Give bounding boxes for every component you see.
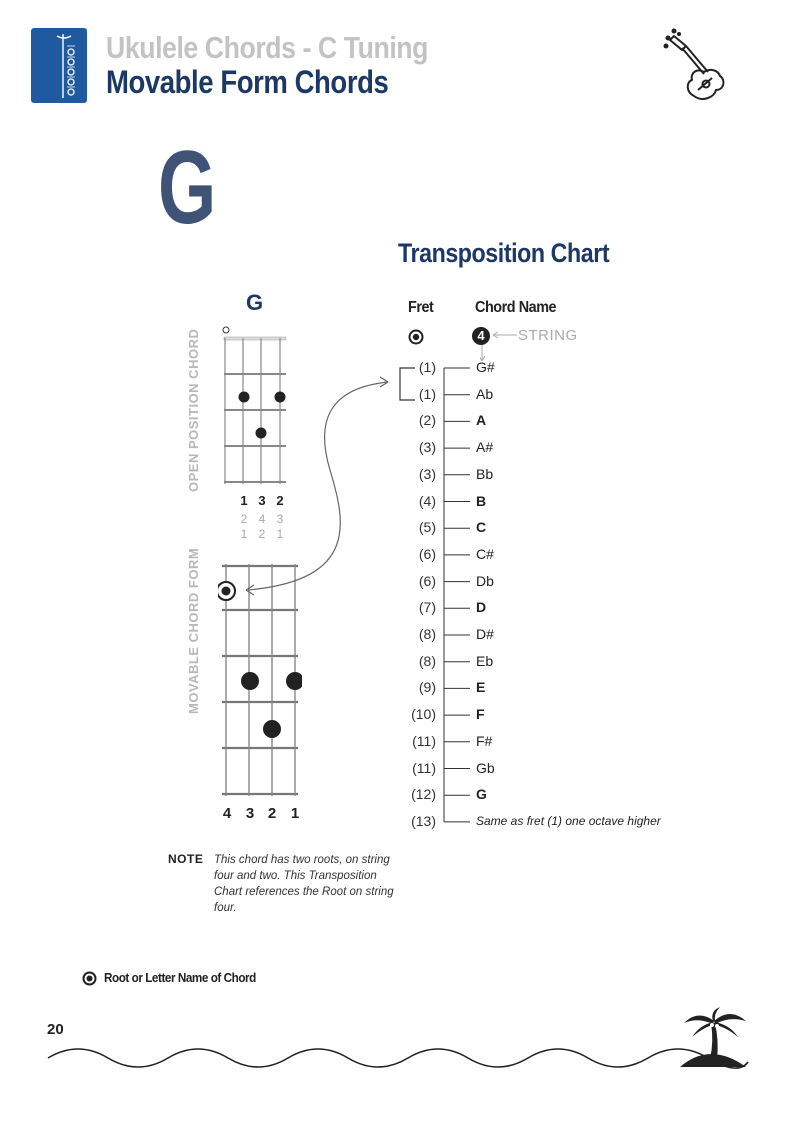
- string-number-badge: 4: [472, 327, 490, 345]
- chord-name: G#: [476, 359, 495, 375]
- fret-number: (7): [418, 599, 436, 616]
- movable-form-label: MOVABLE CHORD FORM: [186, 547, 201, 714]
- chord-name: Bb: [476, 465, 494, 482]
- fret-number: (8): [418, 626, 436, 642]
- fret-number: (6): [418, 545, 436, 562]
- header-title: Ukulele Chords - C Tuning: [106, 30, 429, 65]
- string-number-4: 4: [222, 805, 232, 822]
- chord-name: D#: [476, 626, 494, 642]
- chord-name: B: [476, 492, 487, 509]
- chord-name: E: [476, 679, 486, 696]
- page-number: 20: [47, 1021, 64, 1038]
- open-finger-3: 2: [276, 493, 284, 508]
- chord-name: A: [476, 412, 487, 429]
- fret-number: (6): [418, 572, 436, 589]
- chord-name: G: [476, 786, 487, 803]
- fret-number: (4): [418, 492, 436, 509]
- fret-number: (1): [418, 359, 436, 375]
- chord-name: Gb: [476, 759, 495, 776]
- legend-text: Root or Letter Name of Chord: [104, 970, 256, 985]
- palm-tree-icon: [680, 1005, 748, 1078]
- open-position-label: OPEN POSITION CHORD: [186, 328, 201, 492]
- fret-number: (10): [411, 706, 436, 723]
- chord-name: C: [476, 519, 487, 536]
- fret-number: (13): [411, 812, 436, 829]
- fret-number: (11): [412, 732, 436, 749]
- chord-name: D: [476, 599, 487, 616]
- alt-finger-2a: 4: [258, 512, 266, 526]
- fret-number: (9): [418, 679, 436, 696]
- alt-finger-1b: 1: [240, 527, 248, 541]
- open-chord-name: G: [246, 290, 263, 315]
- fret-number: (3): [418, 439, 436, 456]
- string-number-1: 1: [290, 805, 300, 822]
- fret-number: (8): [418, 652, 436, 669]
- open-finger-2: 3: [258, 493, 266, 508]
- chord-name-column-header: Chord Name: [475, 299, 557, 316]
- transposition-title: Transposition Chart: [398, 238, 610, 268]
- wave-divider: [0, 1040, 794, 1080]
- alt-finger-2b: 2: [258, 527, 266, 541]
- header-subtitle: Movable Form Chords: [106, 64, 389, 100]
- fret-number: (12): [411, 786, 436, 803]
- fret-column-header: Fret: [408, 299, 434, 316]
- chord-name: Eb: [476, 652, 494, 669]
- octave-note: Same as fret (1) one octave higher: [476, 813, 661, 828]
- alt-finger-3a: 3: [276, 512, 284, 526]
- string-number-2: 2: [267, 805, 277, 822]
- alt-finger-1a: 2: [240, 512, 248, 526]
- alt-finger-3b: 1: [276, 527, 284, 541]
- chord-letter: G: [158, 130, 216, 246]
- root-marker-icon: [82, 971, 97, 991]
- chord-name: Ab: [476, 385, 494, 402]
- chord-name: Db: [476, 572, 494, 589]
- string-number-3: 3: [245, 805, 255, 822]
- fret-number: (3): [418, 465, 436, 482]
- fret-number: (2): [418, 412, 436, 429]
- string-label: STRING: [518, 327, 578, 344]
- open-finger-1: 1: [240, 493, 248, 508]
- note-label: NOTE: [168, 852, 204, 866]
- fret-number: (11): [412, 759, 436, 776]
- note-text: This chord has two roots, on string four and two. This Transposition Chart references the Root on string four.: [214, 854, 394, 914]
- chord-name: A#: [476, 439, 494, 456]
- chord-name: C#: [476, 545, 494, 562]
- chord-name: F#: [476, 732, 493, 749]
- fret-number: (1): [418, 385, 436, 402]
- chord-name: F: [476, 706, 485, 723]
- fret-number: (5): [418, 519, 436, 536]
